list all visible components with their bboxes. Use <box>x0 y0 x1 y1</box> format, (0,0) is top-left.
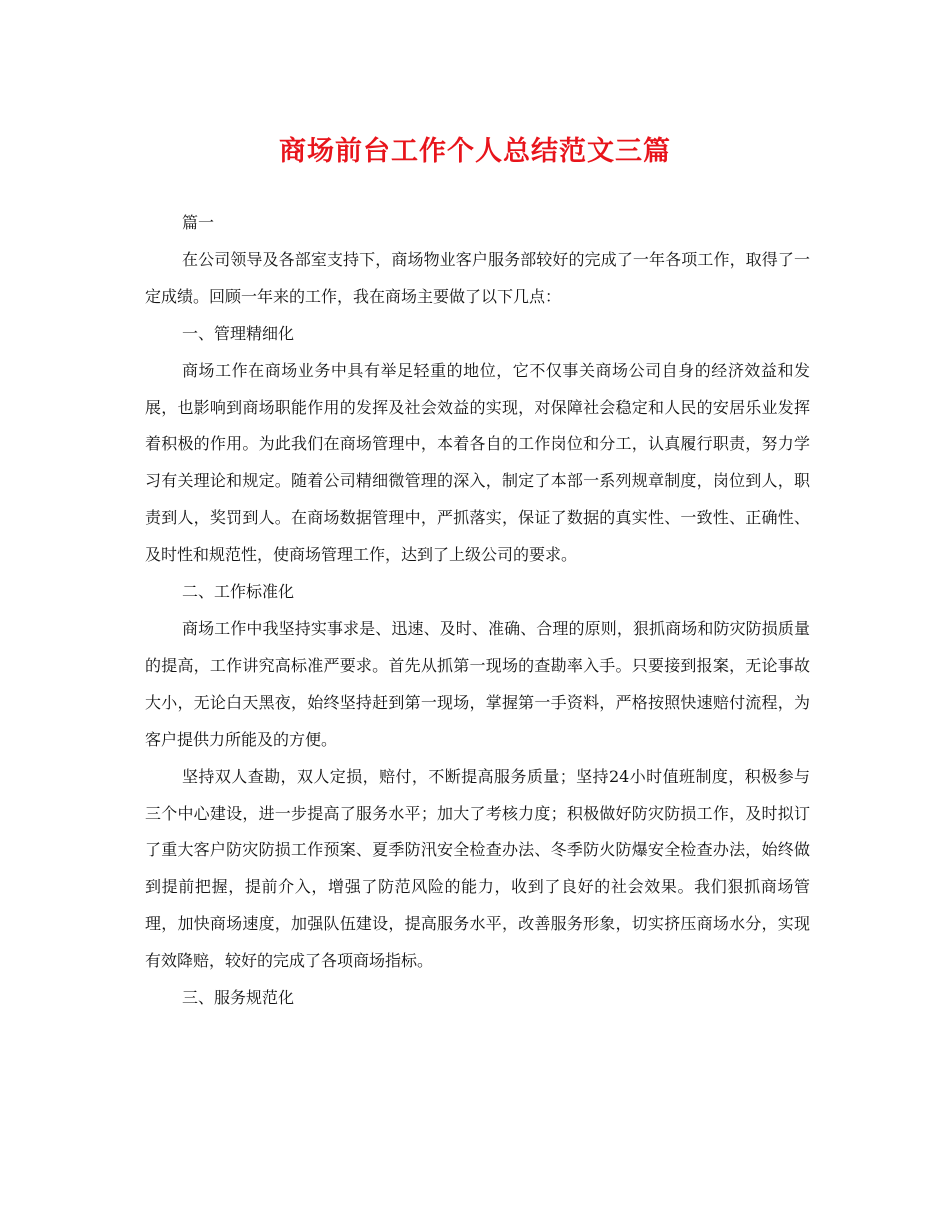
section-label: 篇一 <box>182 213 215 232</box>
body-paragraph: 商场工作中我坚持实事求是、迅速、及时、准确、合理的原则，狠抓商场和防灾防损质量的提高，工作讲究高标准严要求。首先从抓第一现场的查勘率入手。只要接到报案，无论事故大小，无论白天黑夜，始终坚持赶到第一现场，掌握第一手资料，严格按照快速赔付流程，为客户提供力所能及的方便。 <box>145 618 810 749</box>
body-paragraph: 坚持双人查勘，双人定损，赔付，不断提高服务质量；坚持24小时值班制度，积极参与三个中心建设，进一步提高了服务水平；加大了考核力度；积极做好防灾防损工作，及时拟订了重大客户防灾防损工作预案、夏季防汛安全检查办法、冬季防火防爆安全检查办法，始终做到提前把握，提前介入，增强了防范风险的能力，收到了良好的社会效果。我们狠抓商场管理，加快商场速度，加强队伍建设，提高服务水平，改善服务形象，切实挤压商场水分，实现有效降赔，较好的完成了各项商场指标。 <box>145 766 810 971</box>
section-heading-2: 二、工作标准化 <box>182 582 295 602</box>
section-heading-3: 三、服务规范化 <box>182 988 295 1008</box>
document-title: 商场前台工作个人总结范文三篇 <box>279 136 671 167</box>
section-heading-1: 一、管理精细化 <box>182 323 295 343</box>
intro-paragraph: 在公司领导及各部室支持下，商场物业客户服务部较好的完成了一年各项工作，取得了一定成绩。回顾一年来的工作，我在商场主要做了以下几点： <box>145 249 810 306</box>
document-body <box>145 205 810 1017</box>
body-paragraph: 商场工作在商场业务中具有举足轻重的地位，它不仅事关商场公司自身的经济效益和发展，也影响到商场职能作用的发挥及社会效益的实现，对保障社会稳定和人民的安居乐业发挥着积极的作用。为此我们在商场管理中，本着各自的工作岗位和分工，认真履行职责，努力学习有关理论和规定。随着公司精细微管理的深入，制定了本部一系列规章制度，岗位到人，职责到人，奖罚到人。在商场数据管理中，严抓落实，保证了数据的真实性、一致性、正确性、及时性和规范性，使商场管理工作，达到了上级公司的要求。 <box>145 360 810 565</box>
